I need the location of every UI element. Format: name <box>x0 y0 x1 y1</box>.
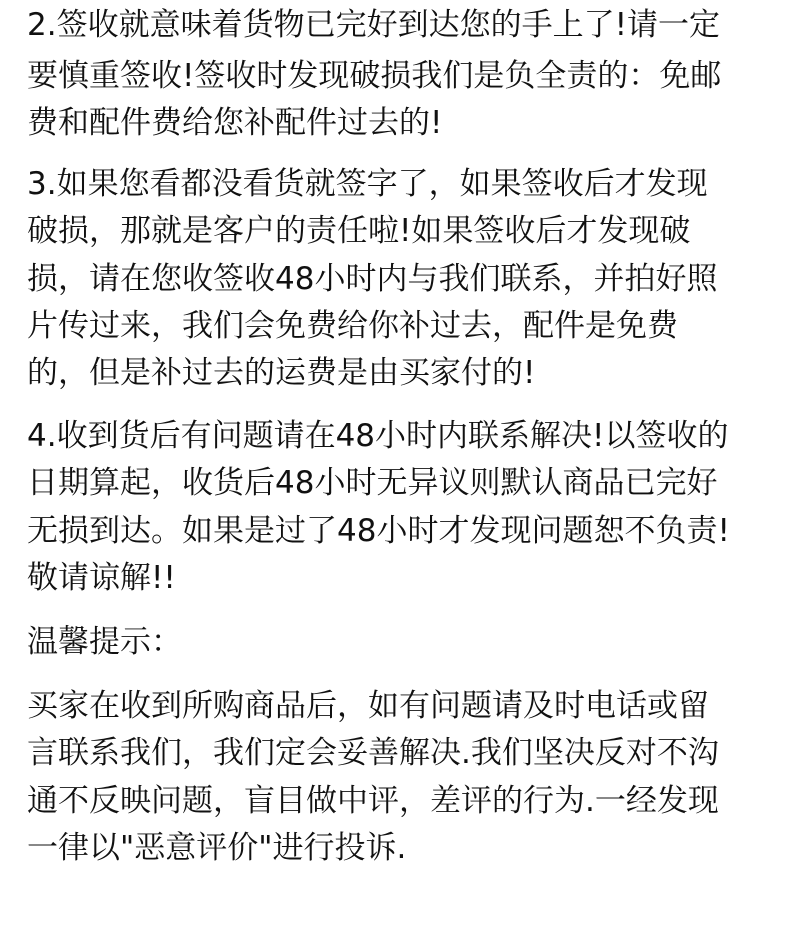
section-4-line-1: 4.收到货后有问题请在48小时内联系解决!以签收的 <box>27 418 729 454</box>
section-4-line-2: 日期算起，收货后48小时无异议则默认商品已完好 <box>27 465 718 501</box>
section-3-line-1: 3.如果您看都没看货就签字了，如果签收后才发现 <box>27 166 708 202</box>
tips-line-3: 通不反映问题，盲目做中评，差评的行为.一经发现 <box>27 783 719 819</box>
section-3-line-5: 的，但是补过去的运费是由买家付的! <box>27 355 536 391</box>
section-3-line-3: 损，请在您收签收48小时内与我们联系，并拍好照 <box>27 261 718 297</box>
section-2-line-2: 要慎重签收!签收时发现破损我们是负全责的：免邮 <box>27 58 722 94</box>
section-2-line-3: 费和配件费给您补配件过去的! <box>27 105 443 141</box>
section-4-line-4: 敬请谅解!! <box>27 560 176 596</box>
tips-line-1: 买家在收到所购商品后，如有问题请及时电话或留 <box>27 688 709 724</box>
section-2-line-1: 2.签收就意味着货物已完好到达您的手上了!请一定 <box>27 7 721 43</box>
tips-heading: 温馨提示： <box>27 624 182 660</box>
tips-line-2: 言联系我们，我们定会妥善解决.我们坚决反对不沟 <box>27 735 719 771</box>
tips-line-4: 一律以"恶意评价"进行投诉. <box>27 830 407 866</box>
section-3-line-4: 片传过来，我们会免费给你补过去，配件是免费 <box>27 308 678 344</box>
section-3-line-2: 破损，那就是客户的责任啦!如果签收后才发现破 <box>27 213 691 249</box>
section-4-line-3: 无损到达。如果是过了48小时才发现问题恕不负责! <box>27 513 730 549</box>
